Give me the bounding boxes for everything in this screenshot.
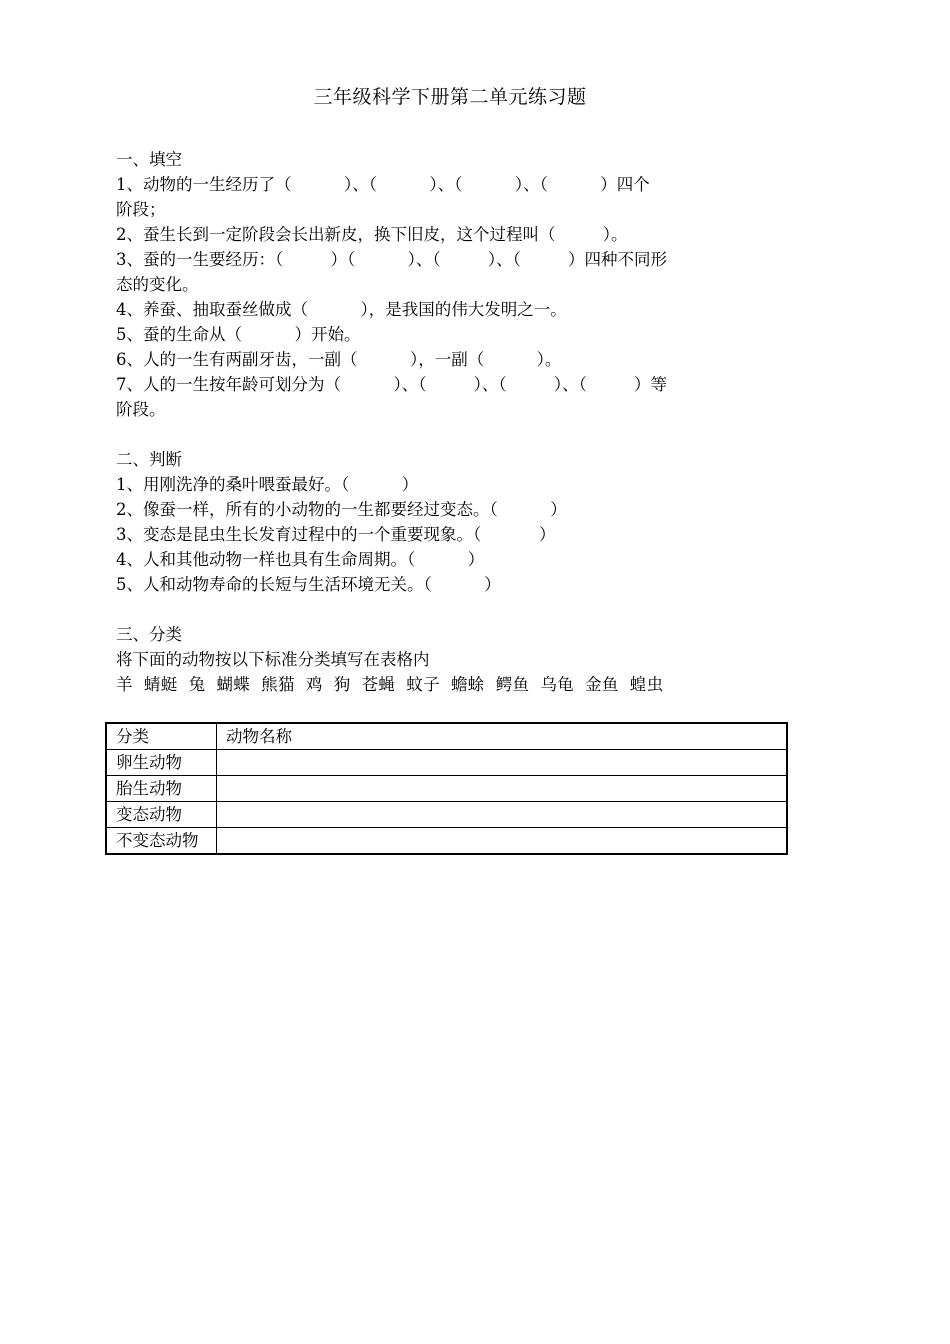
header-category: 分类: [106, 723, 217, 750]
section-spacer: [116, 597, 844, 622]
row-animal-names-cell[interactable]: [217, 750, 788, 776]
classify-instruction: 将下面的动物按以下标准分类填写在表格内: [116, 650, 430, 669]
question-line: 态的变化。: [116, 275, 199, 294]
question-line: 2、蚕生长到一定阶段会长出新皮，换下旧皮，这个过程叫（ ）。: [116, 225, 628, 244]
question-line: 5、蚕的生命从（ ）开始。: [116, 325, 361, 344]
row-category: 不变态动物: [106, 828, 217, 855]
question-line: 6、人的一生有两副牙齿，一副（ ），一副（ ）。: [116, 350, 562, 369]
row-category: 卵生动物: [106, 750, 217, 776]
table-row: [106, 750, 787, 776]
table-header-row: [106, 723, 787, 750]
question-line: 5、人和动物寿命的长短与生活环境无关。（ ）: [116, 575, 501, 594]
row-animal-names-cell[interactable]: [217, 776, 788, 802]
question-line: 7、人的一生按年龄可划分为（ ）、（ ）、（ ）、（ ）等: [116, 375, 668, 394]
question-line: 阶段；: [116, 200, 166, 219]
question-line: 2、像蚕一样，所有的小动物的一生都要经过变态。（ ）: [116, 500, 567, 519]
header-animal-names: 动物名称: [217, 723, 788, 750]
section-heading-true-false: 二、判断: [116, 450, 182, 469]
question-line: 4、人和其他动物一样也具有生命周期。（ ）: [116, 550, 485, 569]
question-line: 阶段。: [116, 400, 166, 419]
question-line: 1、动物的一生经历了（ ）、（ ）、（ ）、（ ）四个: [116, 175, 650, 194]
row-animal-names-cell[interactable]: [217, 828, 788, 855]
row-category: 胎生动物: [106, 776, 217, 802]
classification-table: [105, 722, 788, 855]
section-heading-classify: 三、分类: [116, 625, 182, 644]
worksheet-body: [116, 147, 844, 697]
section-spacer: [116, 422, 844, 447]
table-row: [106, 776, 787, 802]
table-row: [106, 828, 787, 855]
question-line: 3、变态是昆虫生长发育过程中的一个重要现象。（ ）: [116, 525, 556, 544]
page-title: 三年级科学下册第二单元练习题: [313, 86, 587, 108]
question-line: 4、养蚕、抽取蚕丝做成（ ），是我国的伟大发明之一。: [116, 300, 567, 319]
table-row: [106, 802, 787, 828]
question-line: 3、蚕的一生要经历：（ ）（ ）、（ ）、（ ）四种不同形: [116, 250, 668, 269]
question-line: 1、用刚洗净的桑叶喂蚕最好。（ ）: [116, 475, 419, 494]
section-heading-fill-in: 一、填空: [116, 150, 182, 169]
row-animal-names-cell[interactable]: [217, 802, 788, 828]
row-category: 变态动物: [106, 802, 217, 828]
animal-list: 羊 蜻蜓 兔 蝴蝶 熊猫 鸡 狗 苍蝇 蚊子 蟾蜍 鳄鱼 乌龟 金鱼 蝗虫: [116, 675, 664, 694]
